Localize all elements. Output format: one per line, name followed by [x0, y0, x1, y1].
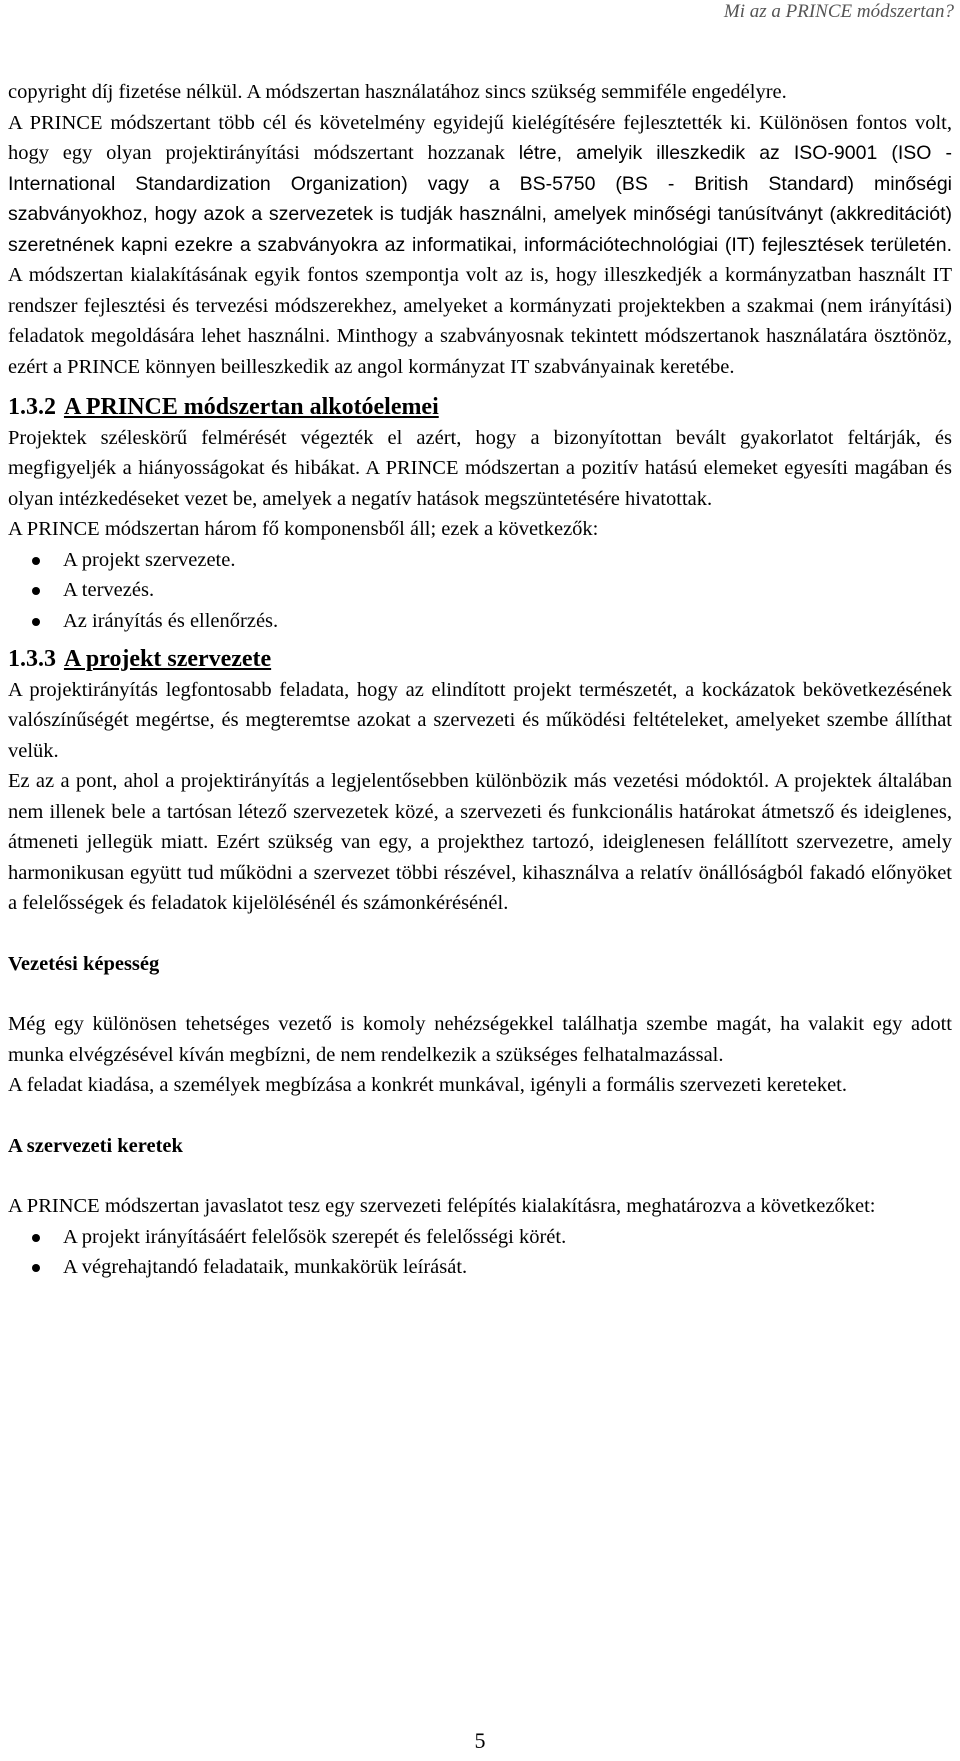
- section-title: A projekt szervezete: [63, 646, 272, 672]
- organization-paragraph-2: Ez az a pont, ahol a projektirányítás a legjelentősebben különbözik más vezetési módoktól. A projektek általában nem illenek bele a tartósan létező szervezetek közé, a szervezeti és funkcionális határokat átmetsző és ideiglenes, átmeneti jellegük miatt. Ezért szükség van egy, a projekthez tartozó, ideiglenesen felállított szervezetre, amely harmonikusan együtt tud működni a szervezet többi részével, kihasználva a relatív önállóságból fakadó előnyöket a felelősségek és feladatok kijelölésénél és számonkérésénél.: [8, 770, 952, 914]
- list-item: A projekt irányításáért felelősök szerepét és felelősségi körét.: [8, 1222, 952, 1253]
- subheading-leadership: Vezetési képesség: [8, 952, 160, 975]
- components-list: [8, 545, 952, 637]
- section-title: A PRINCE módszertan alkotóelemei: [63, 394, 439, 420]
- section-number: 1.3.3: [8, 646, 56, 672]
- intro-paragraph-2: [8, 108, 952, 383]
- intro-paragraph-2-end: A módszertan kialakításának egyik fontos szempontja volt az is, hogy illeszkedjék a kormányzatban használt IT rendszer fejlesztési és tervezési módszerekhez, amelyeket a kormányzati projektekben a szakmai (nem irányítási) feladatok megoldására lehet használni. Minthogy a szabványosnak tekintett módszertanok használatára ösztönöz, ezért a PRINCE könnyen beilleszkedik az angol kormányzat IT szabványainak keretébe.: [8, 264, 952, 378]
- section-heading-1-3-3: [8, 644, 952, 675]
- intro-paragraph-1: copyright díj fizetése nélkül. A módszertan használatához sincs szükség semmiféle engedélyre.: [8, 81, 787, 103]
- intro-paragraph-2-start: A PRINCE módszertant több cél és követelmény egyidejű kielégítésére fejlesztették ki. Különösen fontos volt, hogy egy olyan projektirányítási módszertant hozzanak: [8, 111, 952, 164]
- components-paragraph-2: A PRINCE módszertan három fő komponensből áll; ezek a következők:: [8, 518, 599, 540]
- subheading-framework: A szervezeti keretek: [8, 1134, 183, 1157]
- section-heading-1-3-2: [8, 392, 952, 423]
- intro-paragraph-2-standards: létre, amelyik illeszkedik az ISO-9001 (ISO - International Standardization Organization) vagy a BS-5750 (BS - British Standard) minőségi szabványokhoz, hogy azok a szervezetek is tudják használni, amelyek minőségi tanúsítványt (akkreditációt) szeretnének kapni ezekre a szabványokra az informatikai, információtechnológiai (IT) fejlesztések területén.: [8, 142, 953, 256]
- leadership-paragraph-2: A feladat kiadása, a személyek megbízása a konkrét munkával, igényli a formális szervezeti kereteket.: [8, 1074, 847, 1096]
- framework-paragraph-1: A PRINCE módszertan javaslatot tesz egy szervezeti felépítés kialakításra, meghatározva a következőket:: [8, 1195, 876, 1217]
- list-item: Az irányítás és ellenőrzés.: [8, 606, 952, 637]
- leadership-paragraph-1: Még egy különösen tehetséges vezető is komoly nehézségekkel találhatja szembe magát, ha valakit egy adott munka elvégzésével kíván megbízni, de nem rendelkezik a szükséges felhatalmazással.: [8, 1013, 952, 1066]
- section-number: 1.3.2: [8, 394, 56, 420]
- page-number: 5: [474, 1728, 486, 1753]
- organization-paragraph-1: A projektirányítás legfontosabb feladata, hogy az elindított projekt természetét, a kockázatok bekövetkezésének valószínűségét megértse, és megteremtse azokat a szervezeti és működési feltételeket, amelyeket szembe állíthat velük.: [8, 678, 952, 762]
- list-item: A tervezés.: [8, 575, 952, 606]
- document-body: [8, 77, 952, 1283]
- framework-list: [8, 1222, 952, 1283]
- list-item: A végrehajtandó feladataik, munkakörük leírását.: [8, 1252, 952, 1283]
- list-item: A projekt szervezete.: [8, 545, 952, 576]
- components-paragraph-1: Projektek széleskörű felmérését végezték el azért, hogy a bizonyítottan bevált gyakorlatot feltárják, és megfigyeljék a hiányosságokat és hibákat. A PRINCE módszertan a pozitív hatású elemeket egyesíti magában és olyan intézkedéseket vezet be, amelyek a negatív hatások megszüntetésére hivatottak.: [8, 426, 952, 510]
- running-header: Mi az a PRINCE módszertan?: [723, 1, 954, 22]
